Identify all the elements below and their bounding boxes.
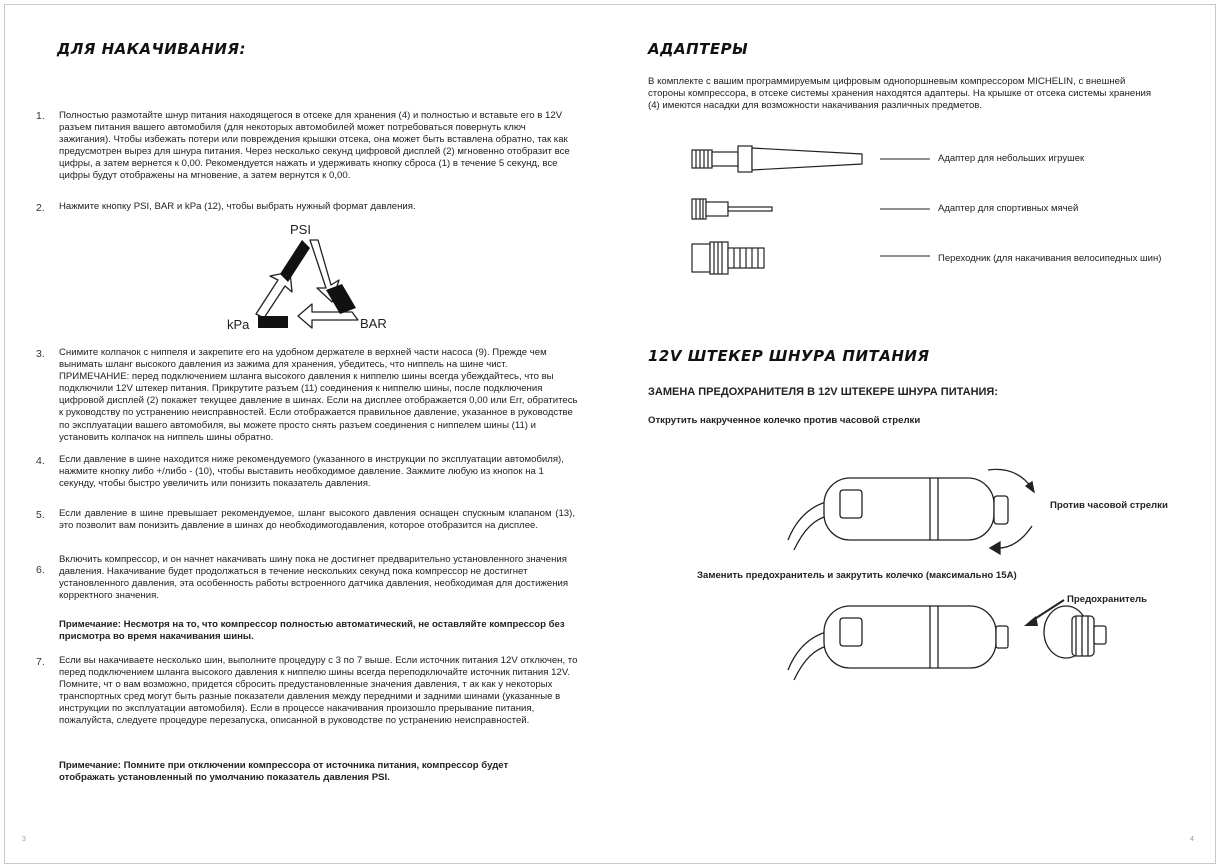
inflation-heading: ДЛЯ НАКАЧИВАНИЯ: xyxy=(57,40,246,58)
toy-adapter-label: Адаптер для небольших игрушек xyxy=(938,153,1085,164)
step-2-text: Нажмите кнопку PSI, BAR и kPa (12), чтобы выбрать нужный формат давления. xyxy=(59,201,416,212)
plug-fuse-image xyxy=(780,590,1120,690)
step-1-number: 1. xyxy=(36,110,45,122)
page-number-right: 4 xyxy=(1190,836,1194,843)
step-1-text: Полностью размотайте шнур питания находящегося в отсеке для хранения (4) и полностью и вставьте его в 12V разъем питания вашего автомобиля (для некоторых автомобилей может потребоваться повернуть ключ зажигания). Чтобы избежать потери или повреждения крышки отсека, она может быть вставлена обратно, так как предусмотрен вырез для шнура питания. Через несколько секунд цифровой дисплей (2) мгновенно отобразит все цифры, а затем вернется к 0,00. Рекомендуется нажать и удерживать кнопку сброса (1) в течение 5 секунд, все цифры будут отображены на мгновение, а затем вернутся к 0,00. xyxy=(59,110,570,182)
bike-adapter-label: Переходник (для накачивания велосипедных шин) xyxy=(938,253,1162,264)
bike-adapter-image xyxy=(690,240,930,276)
ball-needle-label: Адаптер для спортивных мячей xyxy=(938,203,1079,214)
step-6-text: Включить компрессор, и он начнет накачивать шину пока не достигнет предварительно установленного значения давления. Накачивание будет продолжаться в течение нескольких секунд пока компрессор не достигнет установленного давления, эта особенность работы встроенного датчика давления, необходимая для достижения корректного значения. xyxy=(59,554,569,602)
unscrew-instruction: Открутить накрученное колечко против часовой стрелки xyxy=(648,415,921,426)
counterclockwise-label: Против часовой стрелки xyxy=(1050,500,1168,511)
step-4-number: 4. xyxy=(36,455,45,467)
step-4-text: Если давление в шине находится ниже рекомендуемого (указанного в инструкции по эксплуатации автомобиля), нажмите кнопку либо +/либо - (10), чтобы выставить необходимое давление. Зажмите любую из кнопок на 1 секунду, чтобы быстро увеличить или понизить показатель давления. xyxy=(59,454,564,490)
step-6-number: 6. xyxy=(36,564,45,576)
kpa-label: kPa xyxy=(227,317,250,332)
psi-label: PSI xyxy=(290,222,311,237)
step-5-number: 5. xyxy=(36,509,45,521)
replace-fuse-instruction: Заменить предохранитель и закрутить колечко (максимально 15А) xyxy=(697,570,1017,581)
bar-label: BAR xyxy=(360,316,387,331)
plug-unscrew-image xyxy=(780,460,1050,560)
step-2-number: 2. xyxy=(36,202,45,214)
toy-adapter-image xyxy=(690,140,870,180)
fuse-label: Предохранитель xyxy=(1067,594,1148,605)
ball-needle-image xyxy=(690,196,930,222)
plug-heading: 12V ШТЕКЕР ШНУРА ПИТАНИЯ xyxy=(648,347,930,365)
fuse-replacement-title: ЗАМЕНА ПРЕДОХРАНИТЕЛЯ В 12V ШТЕКЕРЕ ШНУРА ПИТАНИЯ: xyxy=(648,386,999,398)
note-psi-default: Примечание: Помните при отключении компрессора от источника питания, компрессор будет отображать установленный по умолчанию показатель давления PSI. xyxy=(59,760,509,784)
adapters-intro: В комплекте с вашим программируемым цифровым однопоршневым компрессором MICHELIN, с внешней стороны компрессора, в отсеке системы хранения находятся адаптеры. На крышке от отсека системы хранения (4) имеются насадки для возможности накачивания различных предметов. xyxy=(648,76,1152,112)
note-automatic: Примечание: Несмотря на то, что компрессор полностью автоматический, не оставляйте компрессор без присмотра во время накачивания шины. xyxy=(59,619,565,643)
step-7-text: Если вы накачиваете несколько шин, выполните процедуру с 3 по 7 выше. Если источник питания 12V отключен, то перед подключением шланга высокого давления к ниппелю шины всегда переподключайте источник питания 12V. Помните, чт о вам возможно, придется сбросить предустановленные значения давления, т ак как у некоторых транспортных сред могут быть разные показатели давления между передними и задними шинами (указанные в инструкции по эксплуатации автомобиля). Если в процессе накачивания произошло прерывание питания, пожалуйста, следуете процедуре перезапуска, описанной в руководстве по устранению неисправностей. xyxy=(59,655,578,727)
page-number-left: 3 xyxy=(22,836,26,843)
step-3-number: 3. xyxy=(36,348,45,360)
step-3-text: Снимите колпачок с ниппеля и закрепите его на удобном держателе в верхней части насоса (9). Прежде чем вынимать шланг высокого давления из зажима для хранения, убедитесь, что ниппель на шине чист. ПРИМЕЧАНИЕ: перед подключением шланга высокого давления к ниппелю шины всегда убеждайтесь, что вы подключили 12V штекер питания. Прикрутите разъем (11) соединения к ниппелю шины, после подключения цифровой дисплей (2) покажет текущее давление в шинах. Если на дисплее отображается 0,00 или Err, обратитесь к руководству по устранению неисправностей. Если отображается правильное давление, указанное в руководстве по эксплуатации вашего автомобиля, вы можете просто снять разъем соединения с ниппелем шины (11) и установить колпачок на ниппель шины обратно. xyxy=(59,347,578,443)
step-7-number: 7. xyxy=(36,656,45,668)
adapters-heading: АДАПТЕРЫ xyxy=(648,40,749,58)
step-5-text: Если давление в шине превышает рекомендуемое, шланг высокого давления оснащен спускным клапаном (13), это позволит вам понизить давление в шинах до необходимогодавления, которое отобразится на дисплее. xyxy=(59,508,575,532)
